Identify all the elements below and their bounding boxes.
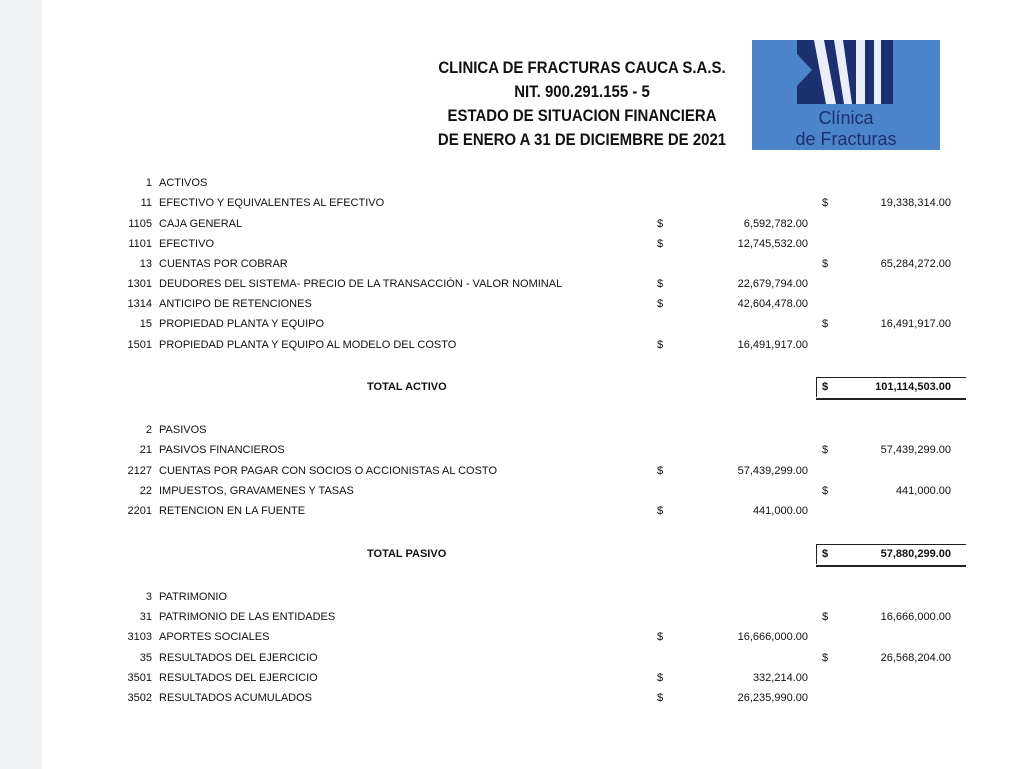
group-amount: 16,491,917.00 xyxy=(880,318,951,330)
logo-text-line2: de Fracturas xyxy=(795,129,897,149)
ledger-row xyxy=(42,335,1024,355)
currency-symbol: $ xyxy=(822,381,829,393)
account-code: 2201 xyxy=(127,505,152,517)
ledger-row xyxy=(42,214,1024,234)
account-code: 21 xyxy=(139,444,152,456)
detail-amount: 16,491,917.00 xyxy=(737,339,808,351)
account-description: PASIVOS FINANCIEROS xyxy=(159,444,285,456)
ledger-row xyxy=(42,627,1024,647)
account-description: EFECTIVO xyxy=(159,238,215,250)
currency-symbol: $ xyxy=(822,652,829,664)
ledger-row xyxy=(42,274,1024,294)
ledger-row xyxy=(42,688,1024,708)
account-code: 3501 xyxy=(127,672,152,684)
detail-amount: 26,235,990.00 xyxy=(737,692,808,704)
account-description: RESULTADOS DEL EJERCICIO xyxy=(159,652,318,664)
currency-symbol: $ xyxy=(822,611,829,623)
group-amount: 57,439,299.00 xyxy=(880,444,951,456)
currency-symbol: $ xyxy=(657,238,664,250)
account-code: 1301 xyxy=(127,278,152,290)
account-description: CUENTAS POR PAGAR CON SOCIOS O ACCIONISTAS AL COSTO xyxy=(159,465,498,477)
account-code: 13 xyxy=(139,258,152,270)
account-description: RETENCION EN LA FUENTE xyxy=(159,505,306,517)
ledger-row xyxy=(42,481,1024,501)
detail-amount: 12,745,532.00 xyxy=(737,238,808,250)
account-code: 3103 xyxy=(127,631,152,643)
ledger-row xyxy=(42,587,1024,607)
account-code: 2127 xyxy=(127,465,152,477)
total-label: TOTAL ACTIVO xyxy=(367,381,447,393)
account-description: CUENTAS POR COBRAR xyxy=(159,258,288,270)
company-nit: NIT. 900.291.155 - 5 xyxy=(514,82,650,101)
group-amount: 26,568,204.00 xyxy=(880,652,951,664)
account-code: 11 xyxy=(140,197,152,209)
company-name: CLINICA DE FRACTURAS CAUCA S.A.S. xyxy=(438,58,726,77)
ledger-row xyxy=(42,420,1024,440)
currency-symbol: $ xyxy=(657,218,664,230)
ledger-row xyxy=(42,294,1024,314)
account-description: RESULTADOS DEL EJERCICIO xyxy=(159,672,318,684)
account-code: 35 xyxy=(139,652,152,664)
ledger-row xyxy=(42,607,1024,627)
logo-text-line1: Clínica xyxy=(818,108,874,128)
detail-amount: 16,666,000.00 xyxy=(737,631,808,643)
account-description: PROPIEDAD PLANTA Y EQUIPO AL MODELO DEL COSTO xyxy=(159,339,457,351)
ledger-row xyxy=(42,668,1024,688)
currency-symbol: $ xyxy=(657,631,664,643)
total-activo-row xyxy=(42,377,1024,397)
detail-amount: 332,214.00 xyxy=(752,672,808,684)
account-code: 15 xyxy=(139,318,152,330)
account-code: 31 xyxy=(139,611,152,623)
currency-symbol: $ xyxy=(657,672,664,684)
ledger-row xyxy=(42,314,1024,334)
detail-amount: 42,604,478.00 xyxy=(737,298,808,310)
group-amount: 65,284,272.00 xyxy=(880,258,951,270)
account-description: PATRIMONIO xyxy=(159,591,228,603)
account-description: PASIVOS xyxy=(159,424,207,436)
account-description: ANTICIPO DE RETENCIONES xyxy=(159,298,312,310)
currency-symbol: $ xyxy=(822,318,829,330)
detail-amount: 57,439,299.00 xyxy=(737,465,808,477)
report-title: ESTADO DE SITUACION FINANCIERA xyxy=(447,106,717,125)
total-amount: 57,880,299.00 xyxy=(880,548,951,560)
account-code: 1105 xyxy=(128,218,152,230)
currency-symbol: $ xyxy=(822,258,829,270)
group-amount: 19,338,314.00 xyxy=(880,197,951,209)
ledger-row xyxy=(42,193,1024,213)
clinic-logo xyxy=(752,40,940,150)
account-code: 3 xyxy=(145,591,152,603)
account-description: ACTIVOS xyxy=(159,177,208,189)
ledger-row xyxy=(42,440,1024,460)
total-label: TOTAL PASIVO xyxy=(367,548,447,560)
report-period: DE ENERO A 31 DE DICIEMBRE DE 2021 xyxy=(437,130,727,149)
account-code: 3502 xyxy=(127,692,152,704)
currency-symbol: $ xyxy=(657,298,664,310)
ledger-row xyxy=(42,234,1024,254)
account-description: EFECTIVO Y EQUIVALENTES AL EFECTIVO xyxy=(159,197,385,209)
ledger-row xyxy=(42,501,1024,521)
account-description: CAJA GENERAL xyxy=(159,218,243,230)
ledger-row xyxy=(42,254,1024,274)
total-pasivo-row xyxy=(42,544,1024,564)
currency-symbol: $ xyxy=(657,278,664,290)
account-description: IMPUESTOS, GRAVAMENES Y TASAS xyxy=(159,485,354,497)
ledger-row xyxy=(42,173,1024,193)
account-code: 1101 xyxy=(128,238,152,250)
document-page xyxy=(42,0,1024,769)
account-description: APORTES SOCIALES xyxy=(159,631,270,643)
currency-symbol: $ xyxy=(822,197,829,209)
account-description: PATRIMONIO DE LAS ENTIDADES xyxy=(159,611,336,623)
detail-amount: 6,592,782.00 xyxy=(743,218,808,230)
account-code: 22 xyxy=(139,485,152,497)
detail-amount: 441,000.00 xyxy=(752,505,808,517)
account-code: 1 xyxy=(145,177,152,189)
detail-amount: 22,679,794.00 xyxy=(737,278,808,290)
ledger-row xyxy=(42,648,1024,668)
account-code: 1501 xyxy=(127,339,152,351)
account-code: 2 xyxy=(145,424,152,436)
currency-symbol: $ xyxy=(822,485,829,497)
ledger-row xyxy=(42,461,1024,481)
currency-symbol: $ xyxy=(657,339,664,351)
currency-symbol: $ xyxy=(657,692,664,704)
currency-symbol: $ xyxy=(822,444,829,456)
group-amount: 16,666,000.00 xyxy=(880,611,951,623)
total-amount: 101,114,503.00 xyxy=(875,381,951,393)
currency-symbol: $ xyxy=(657,465,664,477)
account-description: RESULTADOS ACUMULADOS xyxy=(159,692,313,704)
account-description: DEUDORES DEL SISTEMA- PRECIO DE LA TRANSACCIÓN - VALOR NOMINAL xyxy=(159,278,563,290)
group-amount: 441,000.00 xyxy=(895,485,951,497)
currency-symbol: $ xyxy=(657,505,664,517)
account-description: PROPIEDAD PLANTA Y EQUIPO xyxy=(159,318,325,330)
account-code: 1314 xyxy=(127,298,152,310)
currency-symbol: $ xyxy=(822,548,829,560)
